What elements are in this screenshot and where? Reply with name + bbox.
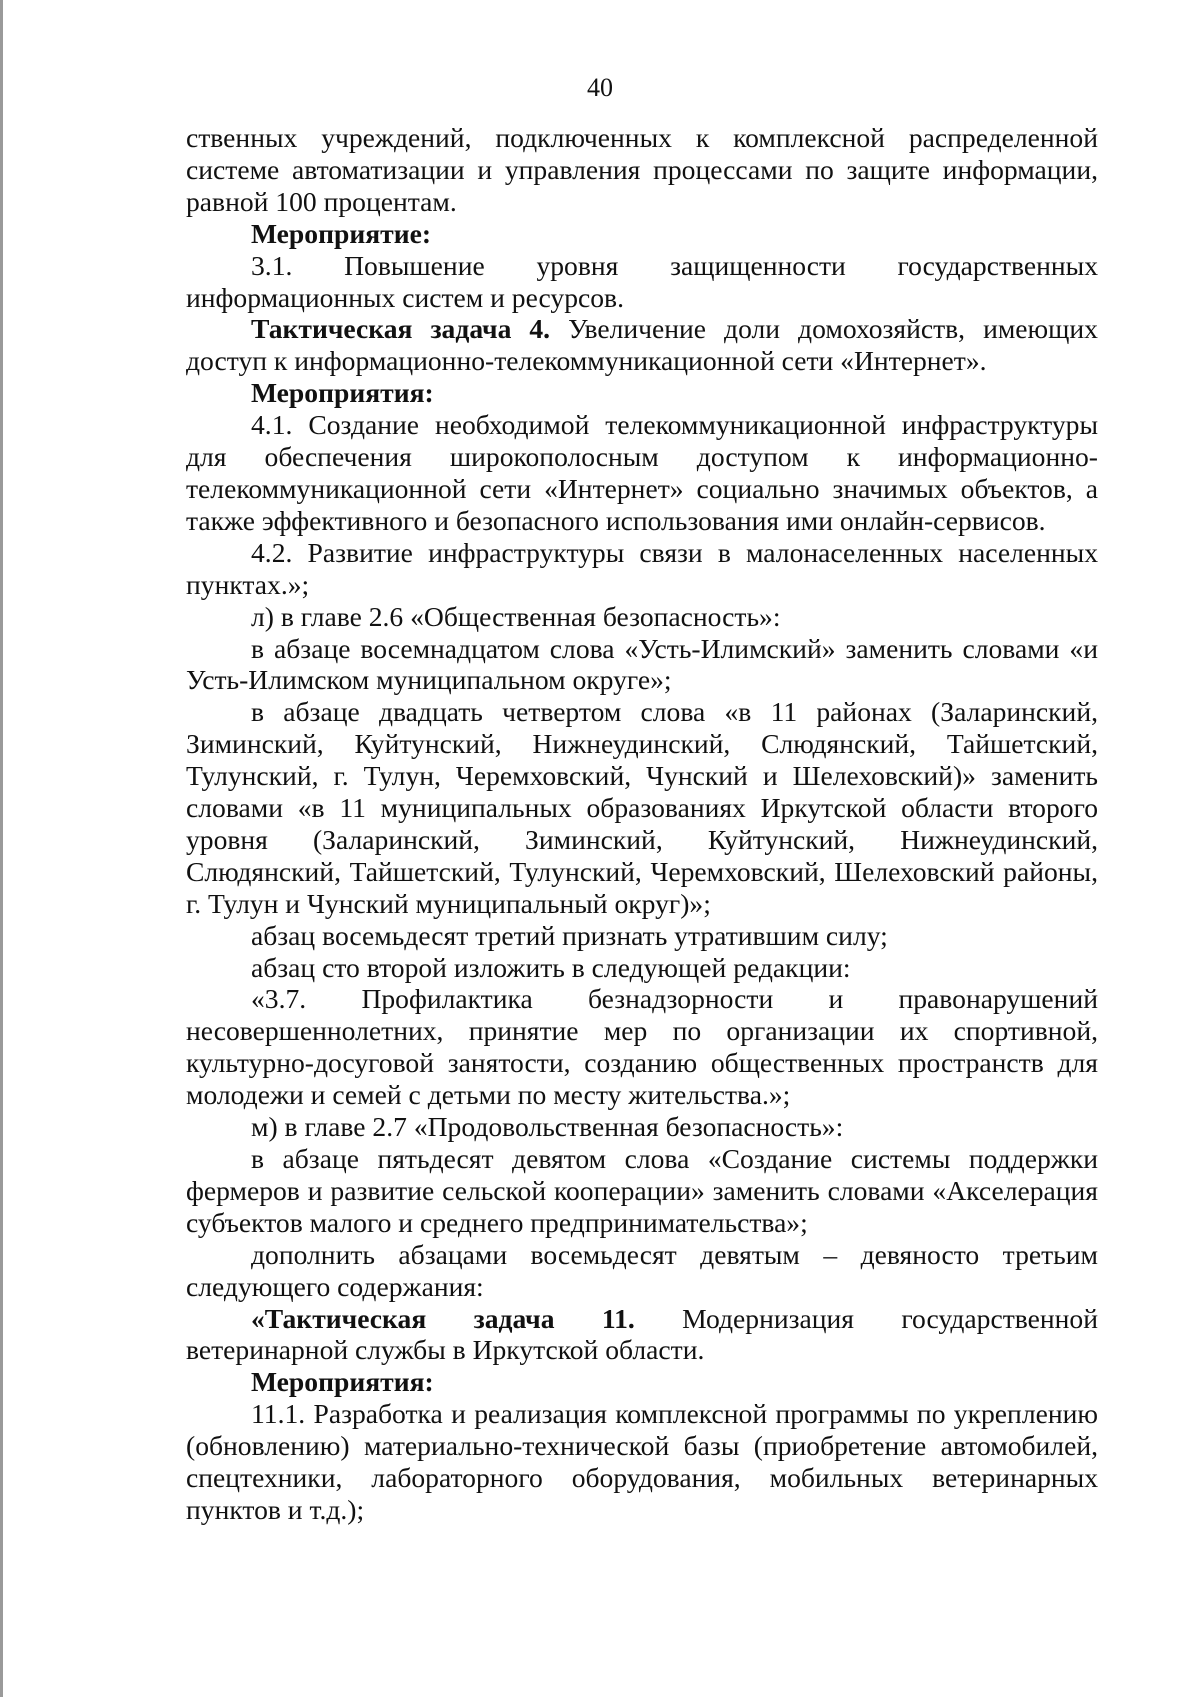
bold-heading: Тактическая задача 4.	[251, 313, 551, 345]
bold-heading: Мероприятие:	[251, 217, 432, 249]
paragraph	[186, 250, 1098, 314]
paragraph	[186, 601, 1098, 633]
paragraph-text: «3.7. Профилактика безнадзорности и правонарушений несовершеннолетних, принятие мер по организации их спортивной, культурно-досуговой занятости, созданию общественных пространств для молодежи и семей с детьми по месту жительства.»;	[186, 983, 1098, 1111]
paragraph-text: дополнить абзацами восемьдесят девятым – девяносто третьим следующего содержания:	[186, 1238, 1098, 1302]
bold-heading: Мероприятия:	[251, 1366, 434, 1398]
paragraph	[186, 377, 1098, 409]
paragraph	[186, 633, 1098, 697]
paragraph	[186, 122, 1098, 218]
paragraph-text: ственных учреждений, подключенных к комплексной распределенной системе автоматизации и управления процессами по защите информации, равной 100 процентам.	[186, 122, 1098, 217]
paragraph	[186, 952, 1098, 984]
paragraph-text: м) в главе 2.7 «Продовольственная безопасность»:	[251, 1111, 844, 1143]
paragraph-text: в абзаце восемнадцатом слова «Усть-Илимский» заменить словами «и Усть-Илимском муниципальном округе»;	[186, 632, 1098, 696]
page-number: 40	[587, 73, 613, 102]
paragraph	[186, 537, 1098, 601]
paragraph	[186, 920, 1098, 952]
paragraph-text: 4.1. Создание необходимой телекоммуникационной инфраструктуры для обеспечения широкополосным доступом к информационно-телекоммуникационной сети «Интернет» социально значимых объектов, а также эффективного и безопасного использования ими онлайн-сервисов.	[186, 409, 1098, 536]
paragraph-text: Увеличение доли домохозяйств, имеющих доступ к информационно-телекоммуникационной сети «Интернет».	[186, 313, 1098, 377]
paragraph	[186, 218, 1098, 250]
paragraph-text: 3.1. Повышение уровня защищенности государственных информационных систем и ресурсов.	[186, 249, 1098, 313]
paragraph-text: в абзаце двадцать четвертом слова «в 11 районах (Заларинский, Зиминский, Куйтунский, Нижнеудинский, Слюдянский, Тайшетский, Тулунский, г. Тулун, Черемховский, Чунский и Шелеховский)» заменить словами «в 11 муниципальных образованиях Иркутской области второго уровня (Заларинский, Зиминский, Куйтунский, Нижнеудинский, Слюдянский, Тайшетский, Тулунский, Черемховский, Шелеховский районы, г. Тулун и Чунский муниципальный округ)»;	[186, 696, 1098, 919]
paragraph-text: абзац сто второй изложить в следующей редакции:	[251, 951, 851, 983]
paragraph-text: 11.1. Разработка и реализация комплексной программы по укреплению (обновлению) материально-технической базы (приобретение автомобилей, спецтехники, лабораторного оборудования, мобильных ветеринарных пунктов и т.д.);	[186, 1398, 1098, 1525]
paragraph	[186, 696, 1098, 919]
paragraph	[186, 313, 1098, 377]
paragraph-text: абзац восемьдесят третий признать утратившим силу;	[251, 919, 888, 951]
paragraph-text: в абзаце пятьдесят девятом слова «Создание системы поддержки фермеров и развитие сельской кооперации» заменить словами «Акселерация субъектов малого и среднего предпринимательства»;	[186, 1143, 1098, 1238]
paragraph	[186, 1366, 1098, 1398]
bold-heading: Мероприятия:	[251, 377, 434, 409]
paragraph	[186, 1398, 1098, 1526]
paragraph	[186, 1303, 1098, 1367]
paragraph	[186, 983, 1098, 1111]
document-body	[186, 122, 1098, 1526]
scan-edge	[0, 0, 3, 1697]
paragraph	[186, 409, 1098, 537]
paragraph-text: л) в главе 2.6 «Общественная безопасность»:	[251, 600, 781, 632]
bold-heading: «Тактическая задача 11.	[251, 1302, 635, 1334]
paragraph	[186, 1143, 1098, 1239]
paragraph	[186, 1239, 1098, 1303]
paragraph-text: Модернизация государственной ветеринарной службы в Иркутской области.	[186, 1302, 1098, 1366]
paragraph-text: 4.2. Развитие инфраструктуры связи в малонаселенных населенных пунктах.»;	[186, 536, 1098, 600]
paragraph	[186, 1111, 1098, 1143]
